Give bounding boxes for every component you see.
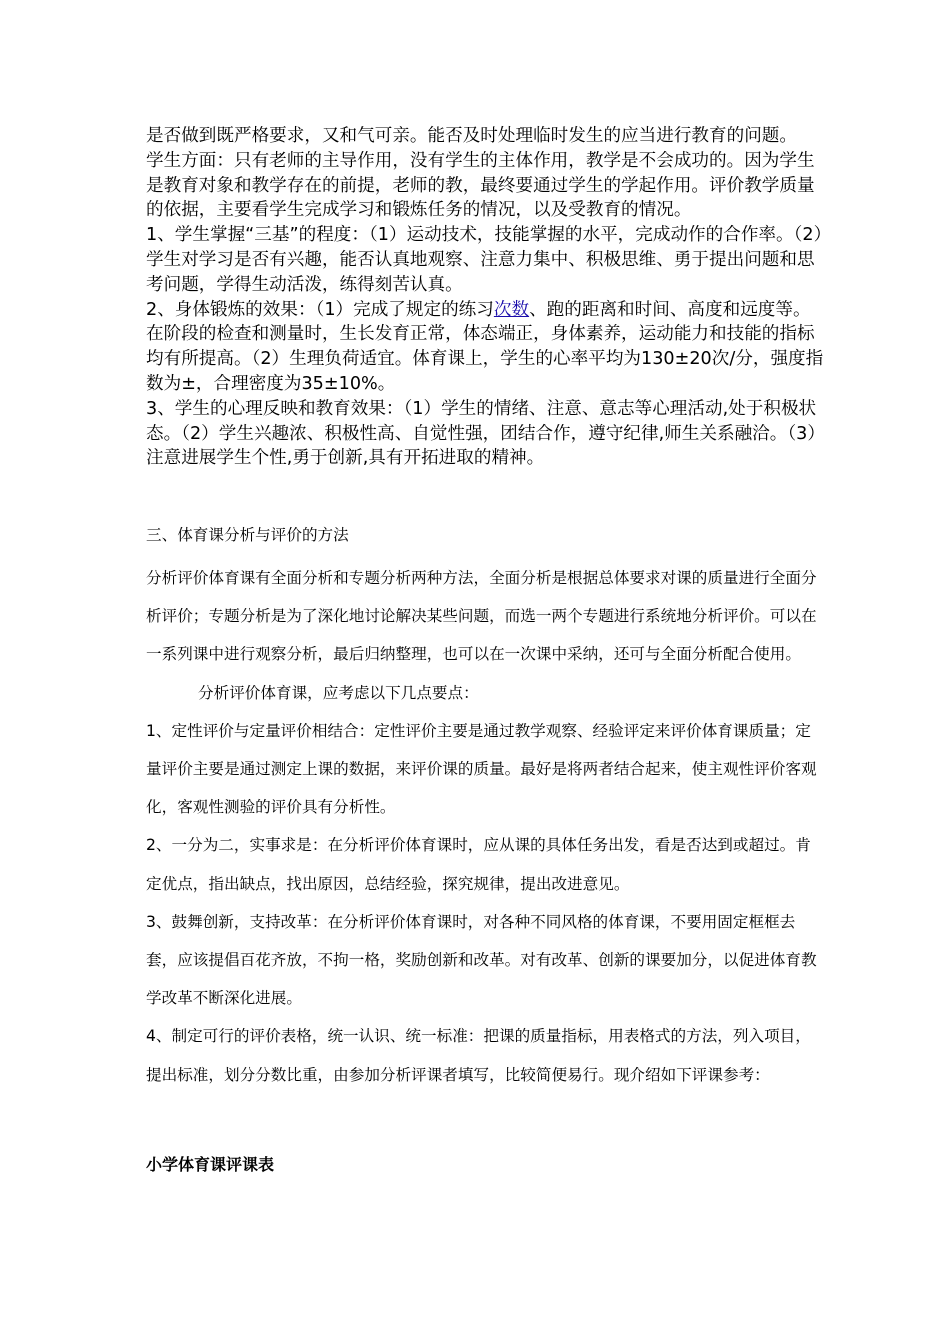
exercise-text-start: 2、身体锻炼的效果：（1）完成了规定的练习 (146, 299, 494, 320)
paragraph-student-aspect: 学生方面：只有老师的主导作用，没有学生的主体作用，教学是不会成功的。因为学生是教育对象和教学存在的前提，老师的教，最终要通过学生的学起作用。评价教学质量的依据，主要看学生完成学习和锻炼任务的情况，以及受教育的情况。 (146, 150, 815, 221)
paragraph-point-4: 4、制定可行的评价表格，统一认识、统一标准：把课的质量指标，用表格式的方法，列入项目，提出标准，划分分数比重，由参加分析评课者填写，比较简便易行。现介绍如下评课参考： (146, 1027, 811, 1084)
link-times[interactable]: 次数 (493, 299, 530, 320)
paragraph-point-1: 1、定性评价与定量评价相结合：定性评价主要是通过教学观察、经验评定来评价体育课质量；定量评价主要是通过测定上课的数据，来评价课的质量。最好是将两者结合起来，使主观性评价客观化，客观性测验的评价具有分析性。 (146, 721, 817, 817)
paragraph-point-3: 3、鼓舞创新，支持改革：在分析评价体育课时，对各种不同风格的体育课，不要用固定框框去套，应该提倡百花齐放，不拘一格，奖励创新和改革。对有改革、创新的课要加分，以促进体育教学改革不断深化进展。 (146, 912, 817, 1008)
paragraph-exercise-effect (146, 298, 826, 397)
paragraph-method-intro (146, 559, 826, 712)
paragraph-point-2: 2、一分为二，实事求是：在分析评价体育课时，应从课的具体任务出发，看是否达到或超过。肯定优点，指出缺点，找出原因，总结经验，探究规律，提出改进意见。 (146, 836, 811, 893)
method-intro-text: 分析评价体育课有全面分析和专题分析两种方法，全面分析是根据总体要求对课的质量进行全面分析评价；专题分析是为了深化地讨论解决某些问题，而选一两个专题进行系统地分析评价。可以在一系列课中进行观察分析，最后归纳整理，也可以在一次课中采纳，还可与全面分析配合使用。 (146, 569, 817, 664)
method-intro-tail: 分析评价体育课，应考虑以下几点要点： (198, 683, 479, 702)
table-title: 小学体育课评课表 (146, 1155, 275, 1174)
exercise-text-end: 、跑的距离和时间、高度和远度等。在阶段的检查和测量时，生长发育正常，体态端正，身体素养，运动能力和技能的指标均有所提高。（2）生理负荷适宜。体育课上，学生的心率平均为130±20次/分，强度指数为±，合理密度为35±10%。 (146, 299, 824, 394)
paragraph-three-basics: 1、学生掌握“三基”的程度：（1）运动技术，技能掌握的水平，完成动作的合作率。（2）学生对学习是否有兴趣，能否认真地观察、注意力集中、积极思维、勇于提出问题和思考问题，学得生动活泼，练得刻苦认真。 (146, 225, 823, 295)
method-text-block (146, 559, 826, 1094)
paragraph-teacher-attitude: 是否做到既严格要求，又和气可亲。能否及时处理临时发生的应当进行教育的问题。 (146, 126, 797, 146)
evaluation-text-block (146, 124, 826, 471)
section-heading: 三、体育课分析与评价的方法 (146, 526, 349, 544)
paragraph-psychological-effect: 3、学生的心理反映和教育效果：（1）学生的情绪、注意、意志等心理活动,处于积极状态。（2）学生兴趣浓、积极性高、自觉性强，团结合作，遵守纪律,师生关系融洽。（3）注意进展学生个性,勇于创新,具有开拓进取的精神。 (146, 398, 825, 469)
